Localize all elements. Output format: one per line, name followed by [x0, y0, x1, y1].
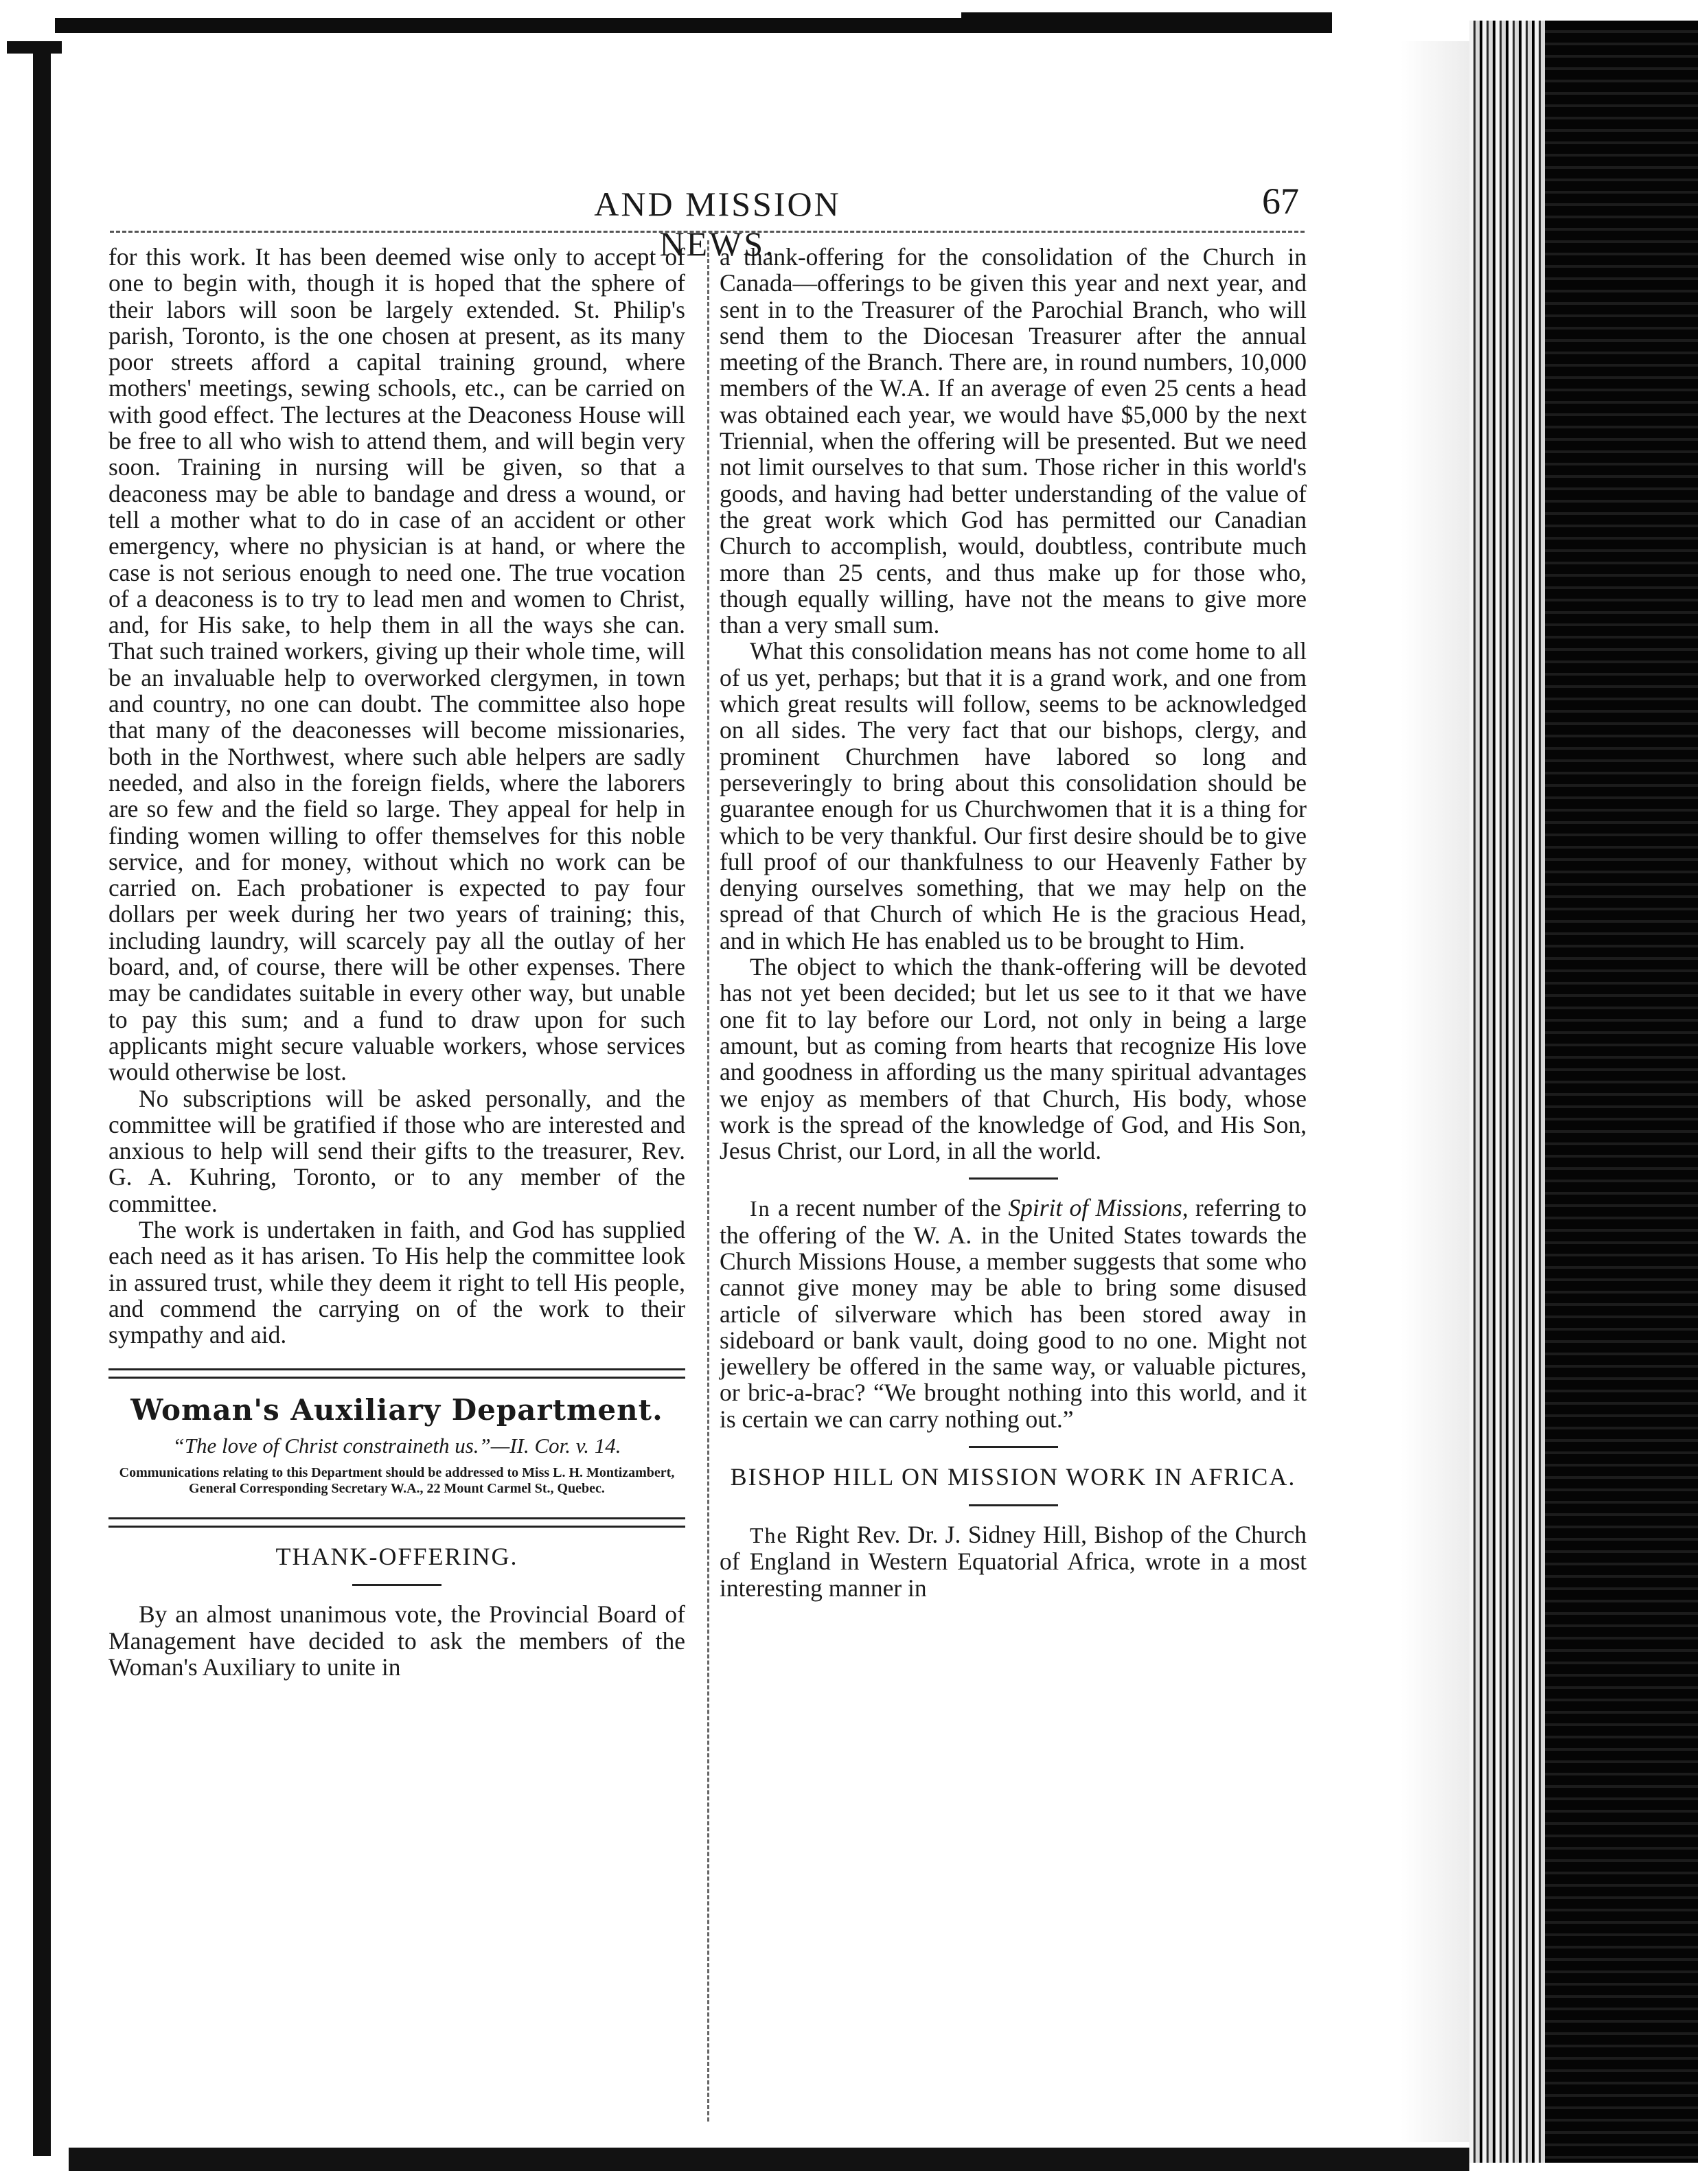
column-divider	[707, 240, 709, 2122]
spirit-of-missions-paragraph	[720, 1195, 1307, 1432]
scan-border-bottom	[69, 2148, 1469, 2171]
heading-rule	[969, 1504, 1058, 1506]
header-rule	[110, 231, 1305, 233]
scan-page-edge-right	[1469, 21, 1698, 2163]
publication-title: Spirit of Missions,	[1008, 1194, 1189, 1222]
text-segment: referring to the offering of the W. A. in the United States towards the Church Missions House, a member suggests that some who cannot give money may be able to bring some disused article of silverware which has been stored away in sideboard or bank vault, doing good to no one. Might not jewellery be offered in the same way, or valuable pictures, or bric-a-brac? “We brought nothing into this world, and it is certain we can carry nothing out.”	[720, 1194, 1307, 1433]
body-paragraph: a thank-offering for the consolidation of the Church in Canada—offerings to be given this year and next year, and sent in to the Treasurer of the Parochial Branch, who will send them to the Diocesan Treasurer after the annual meeting of the Branch. There are, in round numbers, 10,000 members of the W.A. If an average of even 25 cents a head was obtained each year, we would have $5,000 by the next Triennial, when the offering will be presented. But we need not limit ourselves to that sum. Those richer in this world's goods, and having had better understanding of the value of the great work which God has permitted our Canadian Church to accomplish, would, doubtless, contribute much more than 25 cents, and thus make up for those who, though equally willing, have not the means to give more than a very small sum.	[720, 243, 1307, 639]
running-head: AND MISSION NEWS.	[594, 185, 841, 263]
bishop-hill-paragraph	[720, 1521, 1307, 1601]
body-paragraph: What this consolidation means has not come home to all of us yet, perhaps; but that it is a grand work, and one from which great results will follow, seems to be acknowledged on all sides. The very fact that our bishops, clergy, and prominent Churchmen have labored so long and perseveringly to bring about this consolidation should be guarantee enough for us Churchwomen that it is a thing for which to be very thankful. Our first desire should be to give full proof of our thankfulness to our Heavenly Father by denying ourselves something, that we may help on the spread of that Church of which He is the gracious Head, and in which He has enabled us to be brought to Him.	[720, 637, 1307, 954]
text-segment: Right Rev. Dr. J. Sidney Hill, Bishop of the Church of England in Western Equatorial Africa, wrote in a most interesting manner in	[720, 1521, 1307, 1602]
lead-word: In	[750, 1196, 771, 1221]
left-column	[108, 244, 685, 1680]
thank-offering-heading: THANK-OFFERING.	[275, 1543, 518, 1571]
section-double-rule	[108, 1517, 685, 1528]
item-separator-rule	[969, 1177, 1058, 1180]
bishop-hill-heading: BISHOP HILL ON MISSION WORK IN AFRICA.	[730, 1463, 1296, 1491]
body-paragraph: By an almost unanimous vote, the Provincial Board of Management have decided to ask the members of the Woman's Auxiliary to unite in	[108, 1600, 685, 1681]
department-note: Communications relating to this Department should be addressed to Miss L. H. Montizambert, General Corresponding Secretary W.A., 22 Mount Carmel St., Quebec.	[119, 1465, 675, 1497]
section-double-rule	[108, 1368, 685, 1379]
body-paragraph: The work is undertaken in faith, and God has supplied each need as it has arisen. To His help the committee look in assured trust, while they deem it right to tell His people, and commend the carrying on of the work to their sympathy and aid.	[108, 1215, 685, 1349]
department-title: Woman's Auxiliary Department.	[130, 1393, 663, 1427]
lead-word: The	[750, 1523, 788, 1548]
right-column	[720, 244, 1307, 1601]
body-paragraph: The object to which the thank-offering will be devoted has not yet been decided; but let us see to it that we have one fit to lay before our Lord, not only in being a large amount, but as coming from hearts that recognize His love and goodness in affording us the many spiritual advantages we enjoy as members of that Church, His body, whose work is the spread of the knowledge of God, and His Son, Jesus Christ, our Lord, in all the world.	[720, 953, 1307, 1165]
body-paragraph: No subscriptions will be asked personally, and the committee will be gratified if those who are interested and anxious to help will send their gifts to the treasurer, Rev. G. A. Kuhring, Toronto, or to any member of the committee.	[108, 1084, 685, 1217]
scan-border-top-accent	[961, 12, 1332, 21]
page-number: 67	[1262, 181, 1299, 222]
item-separator-rule	[969, 1446, 1058, 1448]
department-motto: “The love of Christ constraineth us.”—II. Cor. v. 14.	[172, 1434, 621, 1458]
body-paragraph: for this work. It has been deemed wise only to accept of one to begin with, though it is hoped that the sphere of their labors will soon be largely extended. St. Philip's parish, Toronto, is the one chosen at present, as its many poor streets afford a capital training ground, where mothers' meetings, sewing schools, etc., can be carried on with good effect. The lectures at the Deaconess House will be free to all who wish to attend them, and will begin very soon. Training in nursing will be given, so that a deaconess may be able to bandage and dress a wound, or tell a mother what to do in case of an accident or other emergency, where no physician is at hand, or where the case is not serious enough to need one. The true vocation of a deaconess is to try to lead men and women to Christ, and, for His sake, to help them in all the ways she can. That such trained workers, giving up their whole time, will be an invaluable help to overworked clergymen, in town and country, no one can doubt. The committee also hope that many of the deaconesses will become missionaries, both in the Northwest, where such able helpers are sadly needed, and also in the foreign fields, where the laborers are so few and the field so large. They appeal for help in finding women willing to offer themselves for this noble service, and for money, without which no work can be carried on. Each probationer is expected to pay four dollars per week during her two years of training; this, including laundry, will scarcely pay all the outlay of her board, and, of course, there will be other expenses. There may be candidates suitable in every other way, but unable to pay this sum; and a fund to draw upon for such applicants might secure valuable workers, whose services would otherwise be lost.	[108, 243, 685, 1086]
scan-shadow	[1401, 41, 1469, 2142]
text-segment: a recent number of the	[770, 1194, 1009, 1222]
scan-border-left	[33, 41, 51, 2156]
heading-rule	[352, 1584, 441, 1586]
